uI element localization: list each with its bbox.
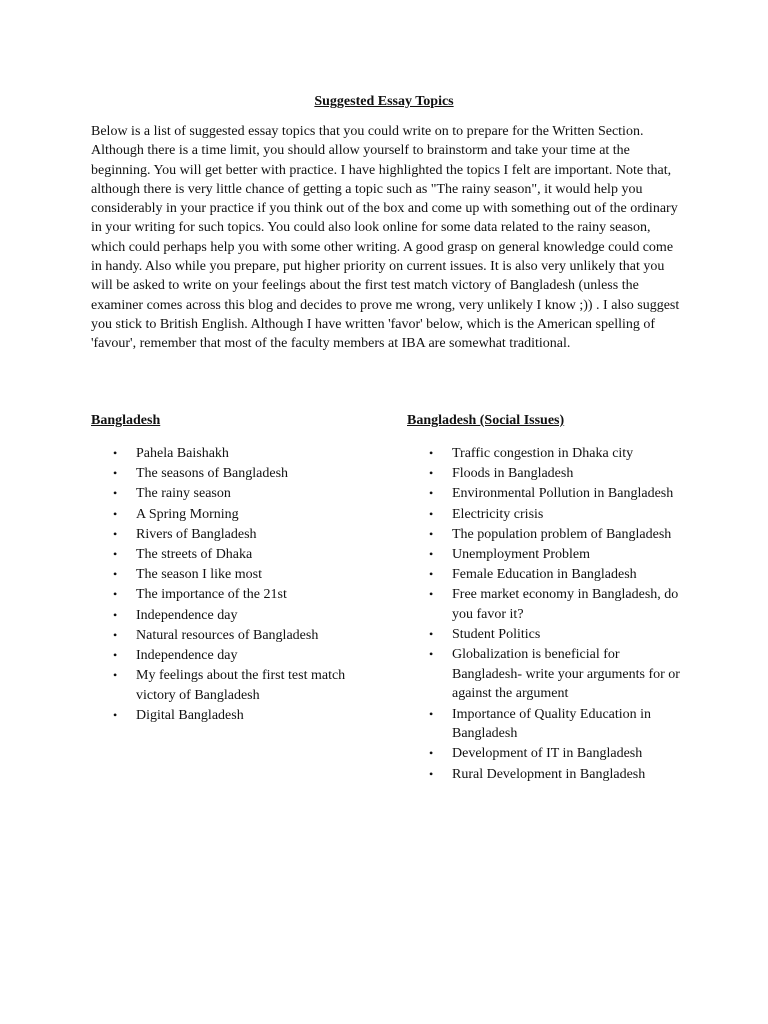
list-item [91, 606, 376, 626]
list-item [91, 565, 376, 585]
list-item-text: Digital Bangladesh [136, 707, 244, 723]
list-item [91, 444, 376, 464]
list-item-text: Importance of Quality Education in Bangladesh [452, 706, 652, 742]
list-item-text: Globalization is beneficial for Bangladesh- write your arguments for or against the argument [452, 647, 680, 702]
list-item-text: The seasons of Bangladesh [136, 466, 289, 482]
topic-list-social-issues [407, 444, 687, 784]
bullet-icon: • [429, 506, 434, 521]
intro-paragraph: Below is a list of suggested essay topics that you could write on to prepare for the Written Section. Although there is a time limit, you should allow yourself to brainstorm and take your time at the beginning. You will get better with practice. I have highlighted the topics I felt are important. Note that, although there is very little chance of getting a topic such as "The rainy season", it would help you considerably in your practice if you think out of the box and come up with something out of the ordinary in your writing for such topics. You could also look online for some data related to the rainy season, which could perhaps help you with some other writing. A good grasp on general knowledge could come in handy. Also while you prepare, put higher priority on current issues. It is also very unlikely that you will be asked to write on your feelings about the first test match victory of Bangladesh (unless the examiner comes across this blog and decides to prove me wrong, very unlikely I know ;)) . I also suggest you stick to British English. Although I have written 'favor' below, which is the American spelling of 'favour', remember that most of the faculty members at IBA are somewhat traditional. [91, 124, 680, 352]
list-item-text: The season I like most [136, 567, 262, 583]
list-item-text: Pahela Baishakh [136, 446, 229, 461]
bullet-icon: • [113, 607, 118, 622]
bullet-icon: • [113, 567, 118, 582]
list-item-text: The streets of Dhaka [136, 546, 253, 562]
list-item [407, 464, 682, 484]
bullet-icon: • [429, 587, 434, 602]
list-item [407, 765, 682, 785]
list-item-text: Independence day [136, 607, 238, 623]
document-title: Suggested Essay Topics [314, 94, 454, 109]
list-item [407, 705, 682, 744]
list-item-text: Development of IT in Bangladesh [452, 746, 643, 762]
list-item [407, 565, 682, 585]
list-item-text: Independence day [136, 647, 238, 663]
list-item [407, 545, 682, 565]
list-item [407, 585, 682, 624]
bullet-icon: • [113, 587, 118, 602]
bullet-icon: • [113, 668, 118, 683]
bullet-icon: • [429, 526, 434, 541]
bullet-icon: • [113, 506, 118, 521]
bullet-icon: • [429, 746, 434, 761]
bullet-icon: • [429, 466, 434, 481]
list-item [407, 625, 682, 645]
bullet-icon: • [113, 647, 118, 662]
list-item-text: My feelings about the first test match victory of Bangladesh [136, 668, 346, 703]
section-bangladesh [91, 412, 381, 726]
list-item [91, 666, 376, 705]
bullet-icon: • [113, 526, 118, 541]
list-item-text: Electricity crisis [452, 506, 544, 522]
topic-list-bangladesh [91, 444, 381, 725]
list-item [91, 545, 376, 565]
list-item-text: Student Politics [452, 627, 541, 643]
section-heading-social-issues: Bangladesh (Social Issues) [407, 413, 565, 428]
bullet-icon: • [113, 546, 118, 561]
list-item-text: Traffic congestion in Dhaka city [452, 446, 634, 461]
list-item-text: Environmental Pollution in Bangladesh [452, 486, 674, 502]
list-item-text: Rivers of Bangladesh [136, 526, 257, 542]
list-item [407, 525, 682, 545]
list-item-text: Natural resources of Bangladesh [136, 627, 319, 643]
list-item [91, 525, 376, 545]
list-item [91, 464, 376, 484]
list-item-text: The importance of the 21st [136, 587, 287, 603]
bullet-icon: • [429, 446, 434, 460]
bullet-icon: • [113, 446, 118, 460]
list-item [91, 626, 376, 646]
list-item-text: The rainy season [136, 486, 231, 502]
bullet-icon: • [429, 486, 434, 501]
list-item [91, 505, 376, 525]
bullet-icon: • [113, 486, 118, 501]
list-item-text: The population problem of Bangladesh [452, 526, 672, 542]
list-item-text: A Spring Morning [136, 506, 239, 522]
section-social-issues [407, 412, 687, 785]
bullet-icon: • [429, 706, 434, 721]
list-item [407, 484, 682, 504]
list-item [407, 744, 682, 764]
section-heading-bangladesh: Bangladesh [91, 413, 161, 428]
list-item [91, 706, 376, 726]
bullet-icon: • [429, 766, 434, 781]
bullet-icon: • [113, 707, 118, 722]
list-item [91, 646, 376, 666]
bullet-icon: • [429, 647, 434, 662]
list-item [407, 505, 682, 525]
bullet-icon: • [429, 546, 434, 561]
bullet-icon: • [113, 627, 118, 642]
list-item [91, 484, 376, 504]
list-item-text: Female Education in Bangladesh [452, 567, 637, 583]
list-item-text: Rural Development in Bangladesh [452, 766, 646, 782]
bullet-icon: • [429, 567, 434, 582]
list-item [407, 645, 682, 704]
list-item-text: Floods in Bangladesh [452, 466, 574, 482]
list-item-text: Unemployment Problem [452, 546, 591, 562]
list-item-text: Free market economy in Bangladesh, do you favor it? [452, 587, 679, 622]
list-item [91, 585, 376, 605]
bullet-icon: • [113, 466, 118, 481]
list-item [407, 444, 682, 464]
bullet-icon: • [429, 627, 434, 642]
